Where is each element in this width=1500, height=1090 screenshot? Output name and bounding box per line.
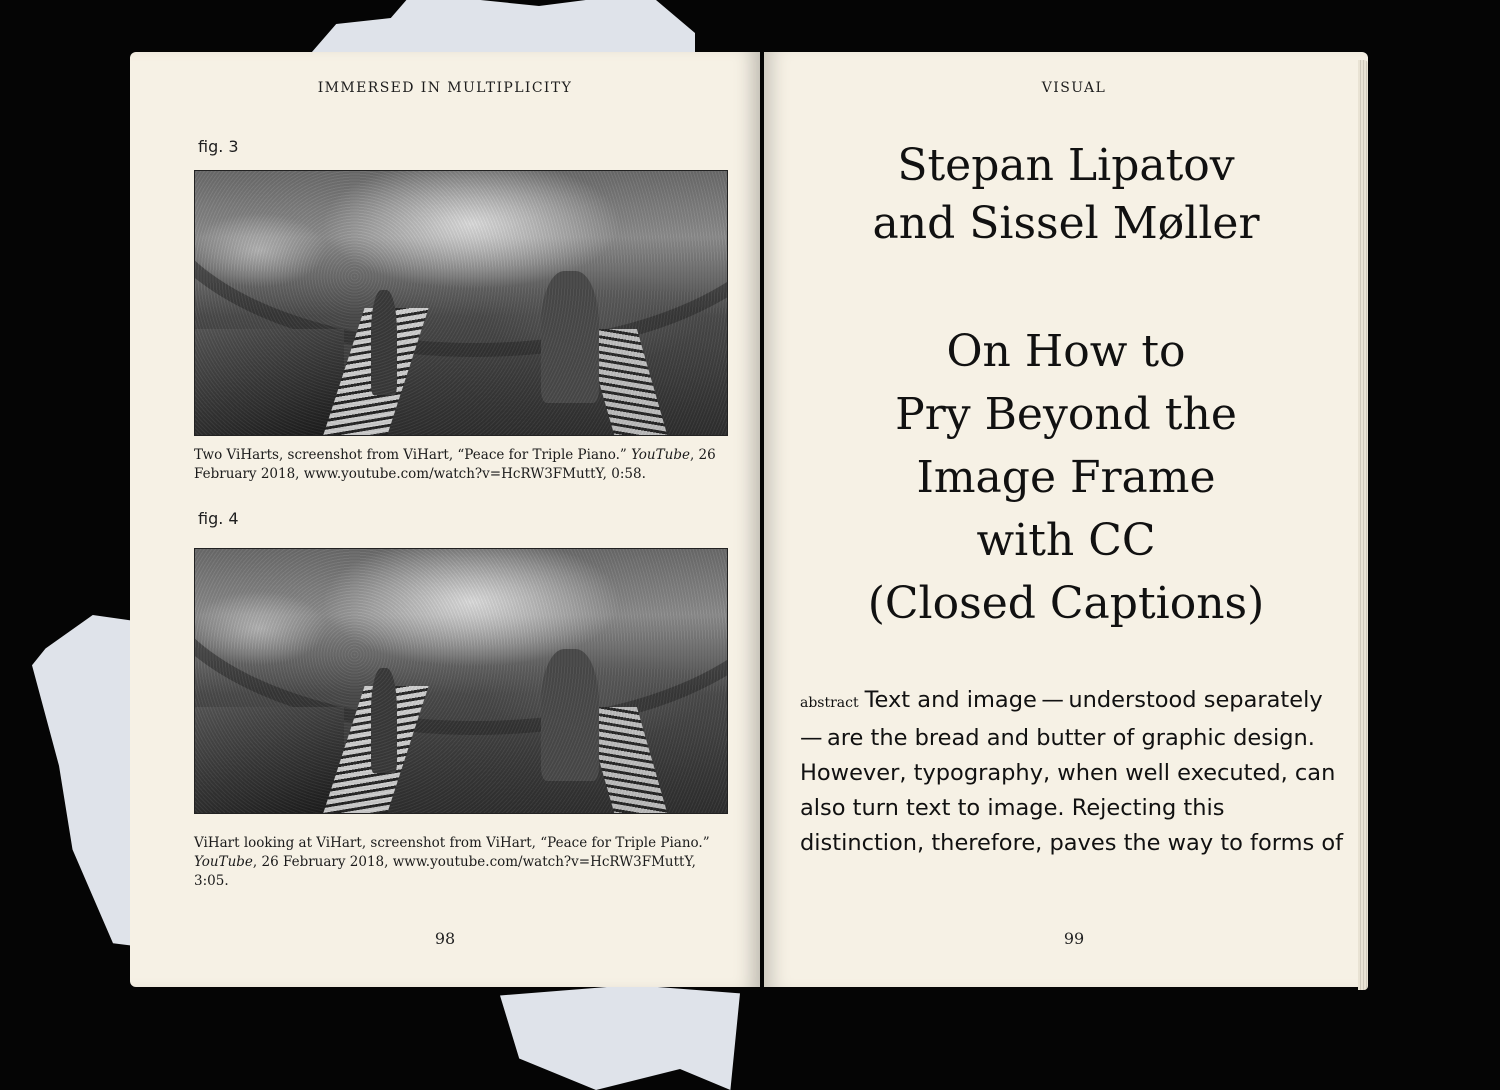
left-page: [130, 52, 760, 987]
paper-scrap-top: [305, 0, 695, 60]
title-line-2: Pry Beyond the: [895, 389, 1237, 440]
running-head-right: VISUAL: [1041, 80, 1107, 96]
abstract-text: Text and image — understood separately — are the bread and butter of graphic design. However, typography, when well executed, can also turn text to image. Rejecting this distinction, therefore, paves the way to forms of: [800, 687, 1344, 856]
author-line-2: and Sissel Møller: [872, 198, 1260, 249]
abstract: [800, 683, 1345, 861]
abstract-label: abstract: [800, 695, 859, 711]
right-page: [764, 52, 1368, 987]
figure-label-3: fig. 3: [198, 137, 239, 156]
title-line-3: Image Frame: [916, 452, 1216, 503]
page-number-left: 98: [434, 929, 456, 948]
title-line-5: (Closed Captions): [867, 578, 1265, 629]
running-head-left: IMMERSED IN MULTIPLICITY: [317, 80, 573, 96]
title-line-4: with CC: [976, 515, 1156, 566]
figure-4-caption: ViHart looking at ViHart, screenshot from ViHart, “Peace for Triple Piano.” YouTube, 26 February 2018, www.youtube.com/watch?v=HcRW3FMuttY, 3:05.: [194, 835, 710, 889]
figure-4-image: [194, 548, 728, 814]
figure-3-image: [194, 170, 728, 436]
author-line-1: Stepan Lipatov: [897, 140, 1235, 191]
figure-label-4: fig. 4: [198, 509, 239, 528]
author-names: [764, 137, 1368, 253]
paper-scrap-bottom: [500, 985, 740, 1090]
figure-3-caption: Two ViHarts, screenshot from ViHart, “Peace for Triple Piano.” YouTube, 26 February 2018, www.youtube.com/watch?v=HcRW3FMuttY, 0:58.: [194, 447, 716, 482]
page-block-edge: [1358, 60, 1368, 990]
article-title: [764, 320, 1368, 635]
page-number-right: 99: [1063, 929, 1085, 948]
title-line-1: On How to: [946, 326, 1186, 377]
